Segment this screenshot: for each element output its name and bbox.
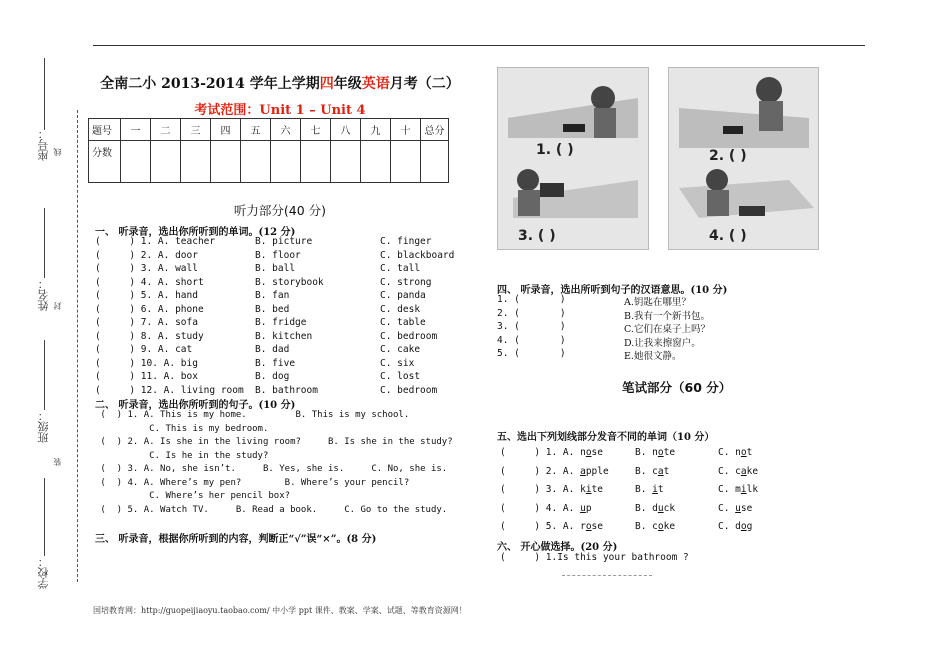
word-option-a: ( ) 2. A. door xyxy=(95,249,198,261)
score-header-cell: 三 xyxy=(181,119,211,141)
picture-label-3: 3. ( ) xyxy=(518,228,556,244)
phonics-option-c: C. use xyxy=(718,502,753,514)
word-option-a: ( ) 1. A. teacher xyxy=(95,236,216,247)
phonics-row xyxy=(500,521,780,535)
phonics-option-c: C. not xyxy=(718,447,753,458)
picture-girl-desk-illustration xyxy=(498,68,648,249)
word-option-a: ( ) 6. A. phone xyxy=(95,303,204,315)
word-option-a: ( ) 9. A. cat xyxy=(95,344,193,355)
class-label: 班级： xyxy=(37,410,50,443)
footer-text: 国培教育网：http://guopeijiaoyu.taobao.com/ 中小学 ppt 课件、教案、学案、试题、等教育资源网！ xyxy=(93,606,467,615)
phonics-row xyxy=(500,466,780,480)
score-cell[interactable] xyxy=(121,141,151,183)
phonics-option-c: C. milk xyxy=(718,484,759,495)
binding-line xyxy=(77,110,78,582)
chinese-meaning: C.它们在桌子上吗？ xyxy=(624,324,710,335)
written-heading: 笔试部分（60 分） xyxy=(622,380,732,395)
word-option-b: B. ball xyxy=(255,263,296,274)
picture-3-4-panel xyxy=(668,67,819,250)
score-cell[interactable] xyxy=(301,141,331,183)
section-3-title: 三、 听录音，根据你所听到的内容，判断正“√”误“×”。(8 分) xyxy=(95,534,377,545)
phonics-row xyxy=(500,447,780,461)
word-option-b: B. picture xyxy=(255,236,313,247)
seat-label: 座号： xyxy=(37,128,50,161)
score-header-cell: 七 xyxy=(301,119,331,141)
phonics-row xyxy=(500,484,780,498)
phonics-option-b: B. note xyxy=(635,447,676,458)
picture-label-4: 4. ( ) xyxy=(709,228,747,244)
chinese-meaning: A.钥匙在哪里？ xyxy=(624,297,691,308)
word-option-c: C. cake xyxy=(380,344,421,355)
score-table xyxy=(88,118,449,183)
picture-label-2: 2. ( ) xyxy=(709,148,747,164)
word-option-b: B. fan xyxy=(255,290,290,301)
chinese-meaning: B.我有一个新书包。 xyxy=(624,310,711,322)
word-option-b: B. dog xyxy=(255,371,290,382)
answer-bracket: 2. ( ) xyxy=(497,307,566,319)
phonics-option-c: C. dog xyxy=(718,521,753,532)
seal-mark-line: 线 xyxy=(53,148,62,156)
sentence-line: ( ) 3. A. No, she isn’t. B. Yes, she is. C. No, she is. xyxy=(95,464,448,474)
score-header-cell: 五 xyxy=(241,119,271,141)
score-cell[interactable] xyxy=(361,141,391,183)
score-header-cell: 二 xyxy=(151,119,181,141)
score-cell[interactable] xyxy=(271,141,301,183)
chinese-meaning: E.她很文静。 xyxy=(624,351,682,362)
sentence-line: ( ) 4. A. Where’s my pen? B. Where’s your pencil? xyxy=(95,477,410,488)
score-header-cell: 十 xyxy=(391,119,421,141)
word-option-b: B. fridge xyxy=(255,317,307,328)
chinese-meaning: D.让我来擦窗户。 xyxy=(624,337,701,349)
word-option-a: ( ) 4. A. short xyxy=(95,276,204,288)
section-5-title: 五、选出下列划线部分发音不同的单词（10 分） xyxy=(497,432,715,443)
score-header-cell: 一 xyxy=(121,119,151,141)
section-1-title: 一、 听录音，选出你所听到的单词。(12 分) xyxy=(95,227,296,238)
phonics-option-b: B. duck xyxy=(635,502,676,514)
word-option-b: B. five xyxy=(255,357,296,369)
word-option-a: ( ) 7. A. sofa xyxy=(95,317,198,328)
word-option-a: ( ) 11. A. box xyxy=(95,371,198,382)
phonics-option-b: B. cat xyxy=(635,465,670,477)
phonics-option-a: ( ) 4. A. up xyxy=(500,502,592,514)
score-header-cell: 四 xyxy=(211,119,241,141)
word-option-c: C. six xyxy=(380,357,415,369)
score-header-cell: 八 xyxy=(331,119,361,141)
word-option-b: B. storybook xyxy=(255,276,324,288)
phonics-option-a: ( ) 1. A. nose xyxy=(500,447,603,458)
score-header-cell: 题号 xyxy=(89,119,121,141)
score-header-cell: 六 xyxy=(271,119,301,141)
answer-bracket: 5. ( ) xyxy=(497,348,566,359)
word-option-c: C. bedroom xyxy=(380,330,438,342)
word-option-b: B. floor xyxy=(255,249,301,261)
score-cell[interactable] xyxy=(211,141,241,183)
school-blank xyxy=(44,478,45,556)
score-cell[interactable] xyxy=(181,141,211,183)
word-option-b: B. kitchen xyxy=(255,330,313,342)
word-option-a: ( ) 8. A. study xyxy=(95,330,204,342)
word-option-c: C. desk xyxy=(380,303,421,315)
exam-scope: 考试范围：Unit 1 – Unit 4 xyxy=(194,103,366,118)
score-cell[interactable] xyxy=(331,141,361,183)
sentence-line: ( ) 1. A. This is my home. B. This is my school. xyxy=(95,410,410,420)
word-option-c: C. finger xyxy=(380,236,432,247)
listening-heading: 听力部分(40 分) xyxy=(233,203,327,218)
word-option-c: C. blackboard xyxy=(380,249,455,261)
answer-bracket: 4. ( ) xyxy=(497,334,566,346)
word-option-b: B. dad xyxy=(255,344,290,355)
phonics-option-c: C. cake xyxy=(718,465,759,477)
header-rule xyxy=(93,45,865,46)
word-option-a: ( ) 5. A. hand xyxy=(95,290,198,301)
picture-label-1: 1. ( ) xyxy=(536,142,574,158)
phonics-option-a: ( ) 3. A. kite xyxy=(500,484,603,495)
word-option-a: ( ) 10. A. big xyxy=(95,357,198,369)
word-option-b: B. bed xyxy=(255,303,290,315)
word-option-c: C. strong xyxy=(380,276,432,288)
section-6-question-1: ( ) 1.Is this your bathroom ? xyxy=(500,552,689,563)
sentence-line: C. Is he in the study? xyxy=(95,450,269,461)
class-blank xyxy=(44,340,45,410)
seal-mark-seal: 封 xyxy=(53,302,62,310)
score-row-label: 分数 xyxy=(89,141,121,183)
exam-title: 全南二小 2013-2014 学年上学期四年级英语月考（二） xyxy=(100,76,460,92)
score-cell[interactable] xyxy=(151,141,181,183)
word-option-c: C. panda xyxy=(380,290,426,301)
word-option-b: B. bathroom xyxy=(255,384,318,396)
sentence-line: ( ) 5. A. Watch TV. B. Read a book. C. Go to the study. xyxy=(95,504,448,515)
section-4-title: 四、 听录音，选出所听到句子的汉语意思。(10 分) xyxy=(497,285,728,296)
sentence-line: C. This is my bedroom. xyxy=(95,423,269,434)
word-option-a: ( ) 3. A. wall xyxy=(95,263,198,274)
answer-bracket: 1. ( ) xyxy=(497,294,566,305)
score-cell[interactable] xyxy=(421,141,449,183)
word-option-c: C. tall xyxy=(380,263,421,274)
score-header-cell: 九 xyxy=(361,119,391,141)
phonics-option-b: B. it xyxy=(635,484,664,495)
seal-mark-bind: 装 xyxy=(53,458,62,466)
sentence-line: C. Where’s her pencil box? xyxy=(95,491,291,501)
name-label: 姓名： xyxy=(37,278,50,311)
school-label: 学校： xyxy=(37,556,50,589)
phonics-row xyxy=(500,503,780,517)
word-option-c: C. lost xyxy=(380,371,421,382)
answer-bracket: 3. ( ) xyxy=(497,321,566,332)
score-cell[interactable] xyxy=(241,141,271,183)
word-option-c: C. bedroom xyxy=(380,384,438,396)
section-2-title: 二、 听录音，选出你所听到的句子。(10 分) xyxy=(95,400,296,411)
sentence-line: ( ) 2. A. Is she in the living room? B. Is she in the study? xyxy=(95,437,453,447)
word-option-c: C. table xyxy=(380,317,426,328)
phonics-option-b: B. coke xyxy=(635,521,676,532)
score-header-cell: 总分 xyxy=(421,119,449,141)
phonics-option-a: ( ) 5. A. rose xyxy=(500,521,603,532)
section-6-title: 六、 开心做选择。(20 分) xyxy=(497,542,618,553)
score-cell[interactable] xyxy=(391,141,421,183)
picture-1-2-panel xyxy=(497,67,649,250)
phonics-option-a: ( ) 2. A. apple xyxy=(500,465,609,477)
cut-mark xyxy=(562,575,652,576)
word-option-a: ( ) 12. A. living room xyxy=(95,384,244,396)
seat-blank xyxy=(44,58,45,130)
